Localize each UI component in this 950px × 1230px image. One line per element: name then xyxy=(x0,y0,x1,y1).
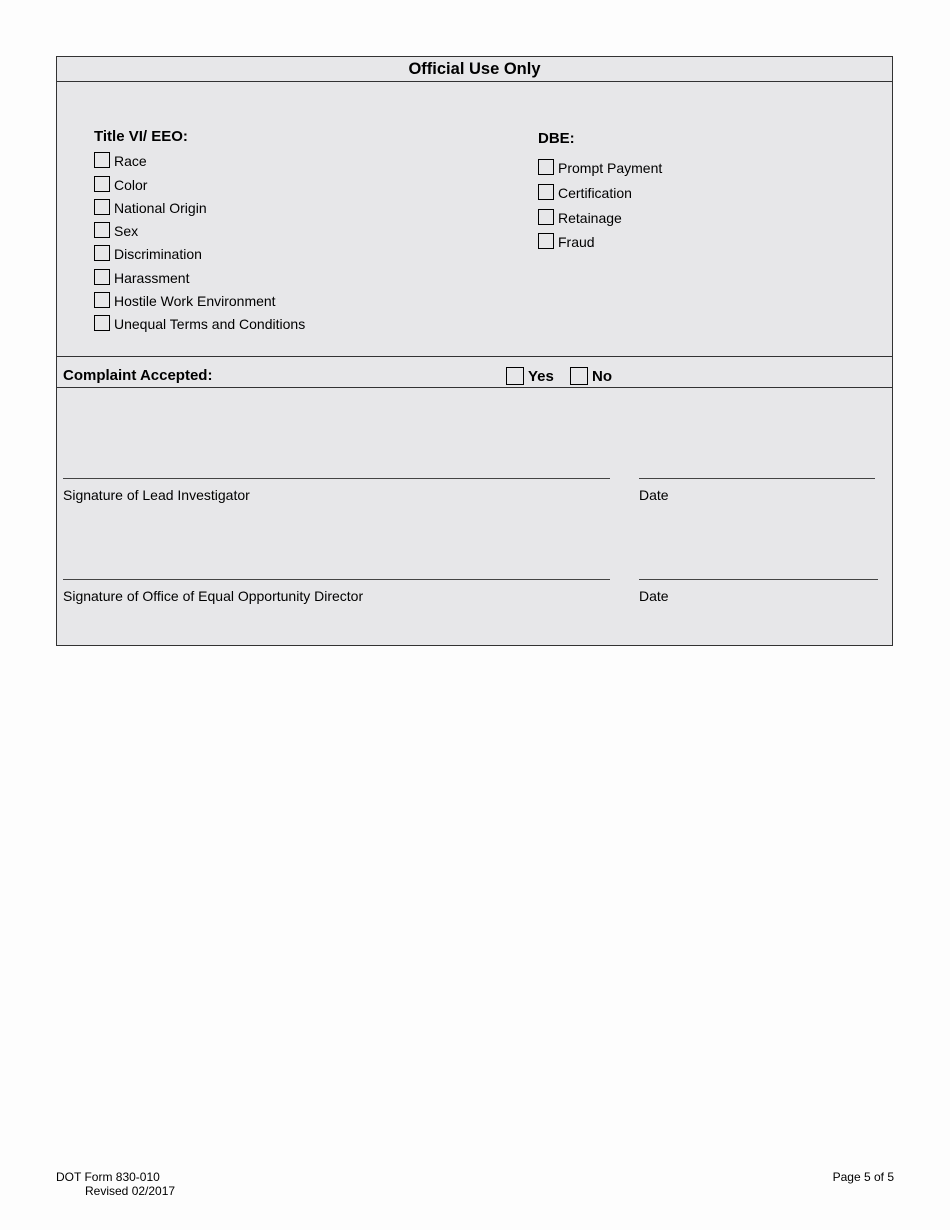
complaint-accepted-yes[interactable] xyxy=(506,363,554,385)
checkbox[interactable] xyxy=(538,233,554,249)
checkbox-prompt-payment[interactable] xyxy=(538,158,662,178)
checkbox-hostile-work-environment[interactable] xyxy=(94,291,276,311)
director-signature-line[interactable] xyxy=(63,579,610,580)
revision-date: Revised 02/2017 xyxy=(85,1184,176,1198)
no-checkbox[interactable] xyxy=(570,367,588,385)
checkbox-label: Sex xyxy=(114,223,139,239)
checkbox[interactable] xyxy=(94,245,110,261)
yes-checkbox[interactable] xyxy=(506,367,524,385)
checkbox-fraud[interactable] xyxy=(538,232,595,252)
lead-investigator-signature-line[interactable] xyxy=(63,478,610,479)
complaint-accepted-no[interactable] xyxy=(570,363,612,385)
checkbox-unequal-terms[interactable] xyxy=(94,314,305,334)
checkbox-race[interactable] xyxy=(94,151,147,171)
lead-investigator-date-label: Date xyxy=(639,487,669,503)
checkbox-label: Discrimination xyxy=(114,246,202,262)
checkbox-label: Race xyxy=(114,153,147,169)
form-number: DOT Form 830-010 xyxy=(56,1170,160,1184)
checkbox[interactable] xyxy=(94,152,110,168)
section-divider xyxy=(57,356,892,357)
title-vi-heading: Title VI/ EEO: xyxy=(94,128,188,145)
checkbox-label: Hostile Work Environment xyxy=(114,293,276,309)
checkbox-retainage[interactable] xyxy=(538,208,622,228)
yes-label: Yes xyxy=(528,368,554,385)
form-footer-info xyxy=(56,1170,175,1198)
checkbox[interactable] xyxy=(94,292,110,308)
checkbox-discrimination[interactable] xyxy=(94,244,202,264)
director-date-line[interactable] xyxy=(639,579,878,580)
director-date-label: Date xyxy=(639,588,669,604)
form-header: Official Use Only xyxy=(57,57,892,82)
checkbox[interactable] xyxy=(538,159,554,175)
no-label: No xyxy=(592,368,612,385)
checkbox-color[interactable] xyxy=(94,175,147,195)
checkbox[interactable] xyxy=(94,176,110,192)
checkbox[interactable] xyxy=(94,222,110,238)
checkbox-label: Harassment xyxy=(114,270,190,286)
checkbox-label: Color xyxy=(114,177,148,193)
checkbox-harassment[interactable] xyxy=(94,268,189,288)
complaint-accepted-label: Complaint Accepted: xyxy=(63,367,213,384)
checkbox[interactable] xyxy=(94,315,110,331)
checkbox-sex[interactable] xyxy=(94,221,138,241)
checkbox[interactable] xyxy=(94,199,110,215)
checkbox-national-origin[interactable] xyxy=(94,198,207,218)
checkbox-label: National Origin xyxy=(114,200,207,216)
checkbox[interactable] xyxy=(538,184,554,200)
checkbox[interactable] xyxy=(538,209,554,225)
lead-investigator-date-line[interactable] xyxy=(639,478,875,479)
checkbox-label: Fraud xyxy=(558,234,595,250)
checkbox-label: Prompt Payment xyxy=(558,160,663,176)
checkbox-certification[interactable] xyxy=(538,183,632,203)
checkbox-label: Certification xyxy=(558,185,632,201)
checkbox[interactable] xyxy=(94,269,110,285)
lead-investigator-signature-label: Signature of Lead Investigator xyxy=(63,487,250,503)
page-number: Page 5 of 5 xyxy=(832,1170,894,1184)
director-signature-label: Signature of Office of Equal Opportunity Director xyxy=(63,588,364,604)
checkbox-label: Retainage xyxy=(558,210,622,226)
section-divider xyxy=(57,387,892,388)
checkbox-label: Unequal Terms and Conditions xyxy=(114,316,306,332)
dbe-heading: DBE: xyxy=(538,130,575,147)
official-use-form xyxy=(56,56,893,646)
